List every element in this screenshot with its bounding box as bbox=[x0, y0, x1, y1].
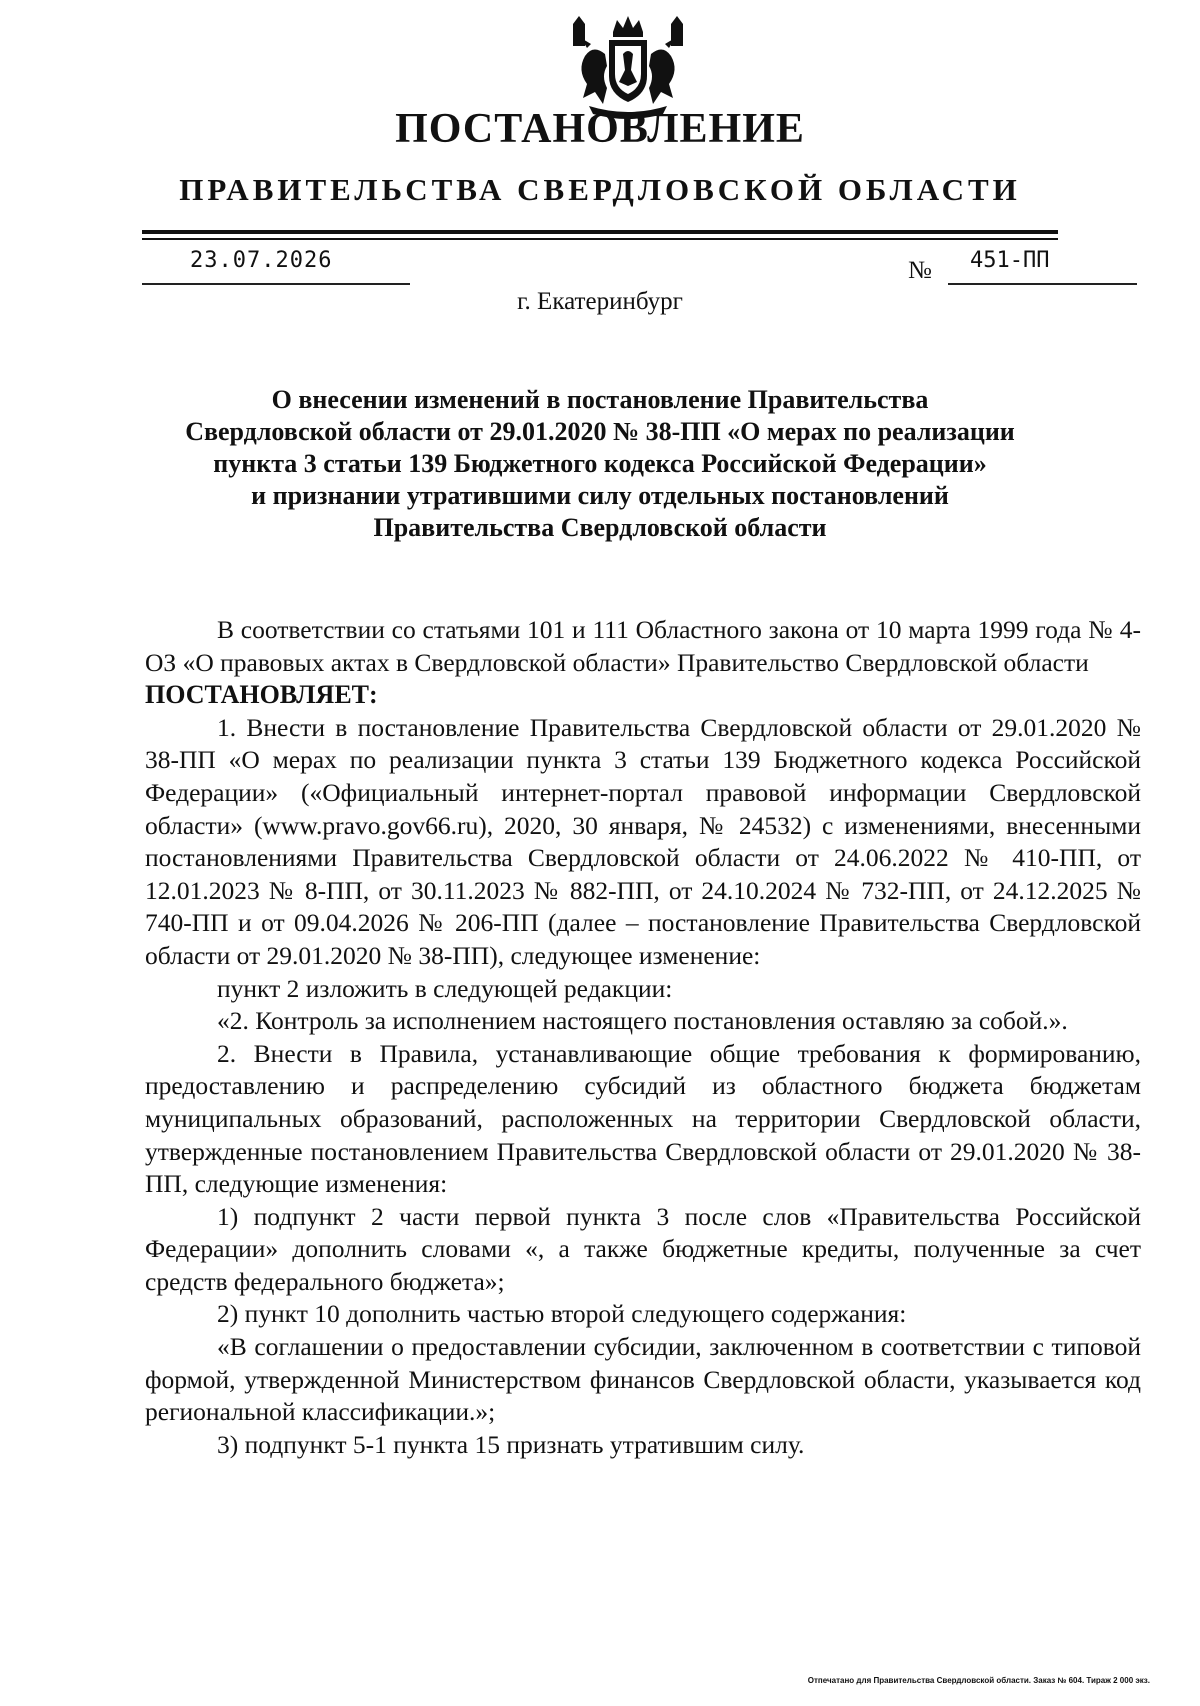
date-underline bbox=[142, 283, 410, 285]
document-title-line: Свердловской области от 29.01.2020 № 38-ПП «О мерах по реализации bbox=[185, 417, 1015, 446]
print-imprint: Отпечатано для Правительства Свердловской области. Заказ № 604. Тираж 2 000 экз. bbox=[807, 1676, 1150, 1685]
clause-1: 1. Внести в постановление Правительства Свердловской области от 29.01.2020 № 38-ПП «О мерах по реализации пункта 3 статьи 139 Бюджетного кодекса Российской Федерации» («Официальный интернет-портал правовой информации Свердловской области» (www.pravo.gov66.ru), 2020, 30 января, № 24532) с изменениями, внесенными постановлениями Правительства Свердловской области от 24.06.2022 № 410-ПП, от 12.01.2023 № 8-ПП, от 30.11.2023 № 882-ПП, от 24.10.2024 № 732-ПП, от 24.12.2025 № 740-ПП и от 09.04.2026 № 206-ПП (далее – постановление Правительства Свердловской области от 29.01.2020 № 38-ПП), следующее изменение: bbox=[145, 712, 1141, 970]
number-sign: № bbox=[908, 257, 932, 284]
document-city: г. Екатеринбург bbox=[517, 288, 683, 315]
clause-1-quote: «2. Контроль за исполнением настоящего постановления оставляю за собой.». bbox=[217, 1006, 1068, 1036]
document-title-line: пункта 3 статьи 139 Бюджетного кодекса Российской Федерации» bbox=[213, 449, 987, 478]
clause-2-item-2-quote: «В соглашении о предоставлении субсидии, заключенном в соответствии с типовой формой, утвержденной Министерством финансов Свердловской области, указывается код региональной классификации.»; bbox=[145, 1332, 1141, 1427]
document-title-line: О внесении изменений в постановление Правительства bbox=[271, 385, 929, 414]
document-number: 451-ПП bbox=[970, 248, 1050, 273]
clause-2: 2. Внести в Правила, устанавливающие общие требования к формированию, предоставлению и распределению субсидий из областного бюджета бюджетам муниципальных образований, расположенных на территории Свердловской области, утвержденные постановлением Правительства Свердловской области от 29.01.2020 № 38-ПП, следующие изменения: bbox=[145, 1038, 1141, 1199]
document-title-line: Правительства Свердловской области bbox=[373, 513, 827, 542]
document-title bbox=[150, 384, 1050, 544]
preamble-paragraph: В соответствии со статьями 101 и 111 Областного закона от 10 марта 1999 года № 4-ОЗ «О правовых актах в Свердловской области» Правительство Свердловской области bbox=[145, 615, 1141, 677]
clause-2-item-3: 3) подпункт 5-1 пункта 15 признать утратившим силу. bbox=[217, 1429, 805, 1459]
number-underline bbox=[948, 283, 1137, 285]
header-rule-thick bbox=[142, 230, 1058, 234]
document-body bbox=[145, 614, 1141, 1461]
document-type-title: ПОСТАНОВЛЕНИЕ bbox=[395, 106, 805, 152]
clause-2-item-1: 1) подпункт 2 части первой пункта 3 после слов «Правительства Российской Федерации» дополнить словами «, а также бюджетные кредиты, полученные за счет средств федерального бюджета»; bbox=[145, 1201, 1141, 1296]
decree-heading: ПОСТАНОВЛЯЕТ: bbox=[145, 680, 378, 710]
issuing-authority: ПРАВИТЕЛЬСТВА СВЕРДЛОВСКОЙ ОБЛАСТИ bbox=[179, 172, 1021, 207]
header-rule-thin bbox=[142, 238, 1058, 240]
clause-2-item-2: 2) пункт 10 дополнить частью второй следующего содержания: bbox=[217, 1299, 907, 1329]
clause-1-subparagraph: пункт 2 изложить в следующей редакции: bbox=[217, 973, 673, 1003]
document-date: 23.07.2026 bbox=[190, 248, 333, 273]
document-title-line: и признании утратившими силу отдельных постановлений bbox=[251, 481, 949, 510]
